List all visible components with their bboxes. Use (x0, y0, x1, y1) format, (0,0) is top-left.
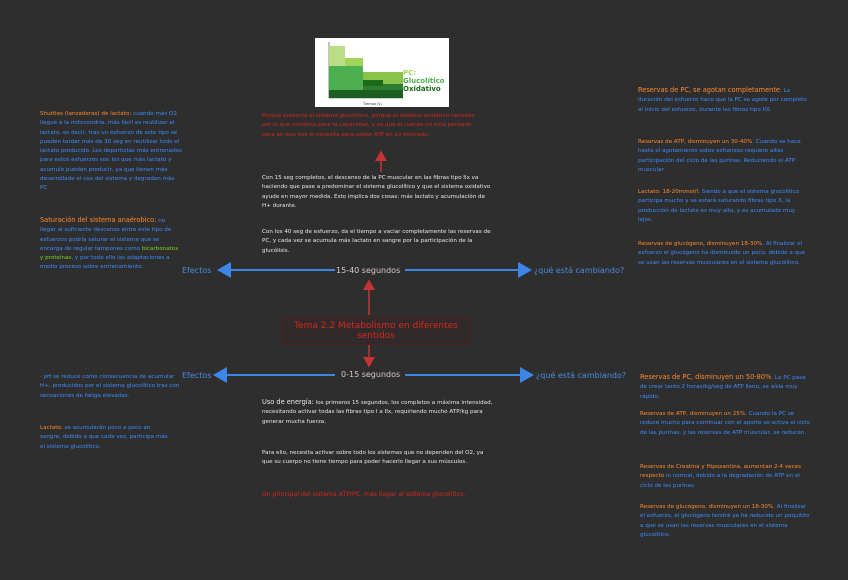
creatina-title: Reservas de Creatina y Hipoxantina, aumentan 2-4 veces respecto (640, 464, 802, 480)
saturacion-title: Saturación del sistema anaérobico: (40, 216, 157, 224)
ph-text: pH se reduce como consecuencia de acumular H+, producidos por el sistema glucolítico tras con sensaciones de fatiga elevadas. (40, 374, 180, 399)
energy-use-heading: Uso de energía: (262, 398, 314, 406)
atp-bottom-title: Reservas de ATP, disminuyen un 25% (640, 411, 746, 417)
central-topic[interactable]: Tema 2.2 Metabolismo en diferentes sentidos (281, 317, 471, 345)
top-efectos-label[interactable]: Efectos (182, 266, 212, 275)
ph-bullet: · (40, 374, 42, 380)
lactato-text: se acumularán poco a poco en sangre, debido a que cada vez, participa más el sistema glucolítico. (40, 425, 168, 450)
top-paragraph-2: Con los 40 seg de esfuerzo, da el tiempo a vaciar completamente las reservas de PC, y cada vez se acumula más lactato en sangre por la participación de la glucólisis. (262, 229, 491, 254)
shuttles-text: cuando más O2 llegue a la mitocondria, más fácil es reutilizar el lactato, es decir, tras un esfuerzo de este tipo se pueden tardar más de 30 seg en reutilizar todo el lactato producido. Los deportistas más entrenados para estos esfuerzos son los que más lactato y acumulo pueden producir, ya que tienen más desarrollado el uso del sistema y degradan más PC. (40, 111, 182, 192)
pc-text: . La duración del esfuerzo hace que la PC se agote por completo al inicio del esfuerzo, durante las fibras tipo IIX. (638, 88, 807, 113)
right-top-glucogeno (638, 240, 808, 268)
right-top-lactato (638, 188, 808, 225)
lactato-top-text: Siendo a que el sistema glucolítico participa mucho y se estará saturando fibras tipo X, la producción de lactato es muy alta, y es acumulado muy lejos. (638, 189, 799, 223)
glucogeno-bottom-title: Reservas de glucógeno, disminuyen un 18-30% (640, 504, 774, 510)
left-bottom-lactato (40, 424, 170, 452)
pc-title: Reservas de PC, se agotan completamente (638, 86, 780, 94)
saturacion-text: no llegar al suficiente descenso entre este tipo de esfuerzos podría saturar el sistema que se encarga de regular tampones como (40, 218, 172, 252)
shuttles-title: Shuttles (lanzaderas) de lactato: (40, 111, 132, 117)
thumbnail-x-label: Tiempo (s) (363, 102, 382, 106)
saturacion-green: bicarbonatos y proteínas (40, 245, 179, 262)
energy-systems-thumbnail (315, 38, 449, 107)
glucogeno-top-text: . Al finalizar el esfuerzo el glucógeno ha disminuido un poco, debido a que se usan las reservas musculares en el sistema glucolítico. (638, 241, 806, 266)
bottom-red-note: Un principal del sistema ATP/PC, más llegar al sistema glucolítico. (262, 491, 466, 498)
right-bottom-pc (640, 372, 810, 402)
legend-glucolitico: Glucolítico (403, 77, 445, 85)
right-bottom-glucogeno (640, 503, 810, 540)
left-top-saturacion (40, 215, 182, 273)
top-red-note: Porque potencia el sistema glucolítico, porque el sistema oxidativo necesita por lo que combina para la capacidad, y ya que el cuerpo no está pensado para en que nos lo necesita para poder ATP en su mercado. (262, 113, 475, 138)
bottom-efectos-label[interactable]: Efectos (182, 371, 212, 380)
time-label-0-15[interactable]: 0-15 segundos (341, 370, 401, 379)
top-paragraph-1: Con 15 seg completos, el descenso de la PC muscular en las fibras tipo IIx va haciendo que pase a predominar el sistema glucolítico y que el sistema oxidativo ayude en mayor medida. Esto implica dos cosas: más lactato y acumulación de H+ durante. (262, 175, 491, 209)
legend-oxidativo: Oxidativo (403, 85, 441, 93)
right-bottom-creatina (640, 463, 810, 491)
left-bottom-ph (40, 373, 182, 401)
right-top-atp (638, 138, 808, 175)
lactato-title: Lactato: (40, 425, 63, 431)
lactato-top-title: Lactato: 18-20mmol/l. (638, 189, 700, 195)
right-bottom-atp (640, 410, 810, 438)
oxidativo-area (329, 90, 403, 98)
pc-bottom-text: . La PC pasa de crear tanto 2 horas/kg/seg de ATP lleno, se aísla muy rápido. (640, 375, 806, 400)
bottom-paragraph-2: Para ello, necesita activar sobre todo los sistemas que no dependen del O2, ya que su cuerpo no tiene tiempo para poder hacerlo llegar a sus músculos. (262, 450, 484, 466)
atp-title: Reservas de ATP, disminuyen un 30-40% (638, 139, 753, 145)
atp-bottom-text: . Cuando la PC se reduce mucho para continuar con el aporte se activa el ciclo de las purinas, y las reservas de ATP muscular, se reducen. (640, 411, 810, 436)
bottom-cambiando-label[interactable]: ¿qué está cambiando? (536, 371, 627, 380)
pc-bottom-title: Reservas de PC, disminuyen un 50-80% (640, 373, 772, 381)
bottom-paragraph-1 (262, 397, 494, 427)
top-cambiando-label[interactable]: ¿qué está cambiando? (534, 266, 625, 275)
glucogeno-top-title: Reservas de glucógeno, disminuyen 18-30% (638, 241, 763, 247)
creatina-text: lo normal, debido a la degradación de ATP en el ciclo de las purinas. (640, 473, 800, 489)
saturacion-end: , y por todo ello las adaptaciones a medio proceso sobre entrenamiento. (40, 255, 170, 271)
energy-use-text: los primeros 15 segundos, los completos a máxima intensidad, necesitando activar todas las fibras tipo I a IIx, requiriendo mucho ATP/kg para generar mucha fuerza. (262, 400, 493, 425)
legend-pc: PC: (403, 69, 417, 77)
time-label-15-40[interactable]: 15-40 segundos (336, 266, 401, 275)
left-top-shuttles (40, 110, 182, 194)
atp-text: . Cuando se hace hasta el agotamiento estos esfuerzos requiere altas participación del ciclo de las purinas. Reduciendo el ATP muscular. (638, 139, 801, 173)
glucogeno-bottom-text: . Al finalizar el esfuerzo, el glucógeno tendrá ya ha reducido un poquitito a que se usan las reservas musculares en el sistema glucolítico. (640, 504, 810, 538)
thumbnail-legend (403, 69, 445, 93)
right-top-pc (638, 85, 808, 115)
